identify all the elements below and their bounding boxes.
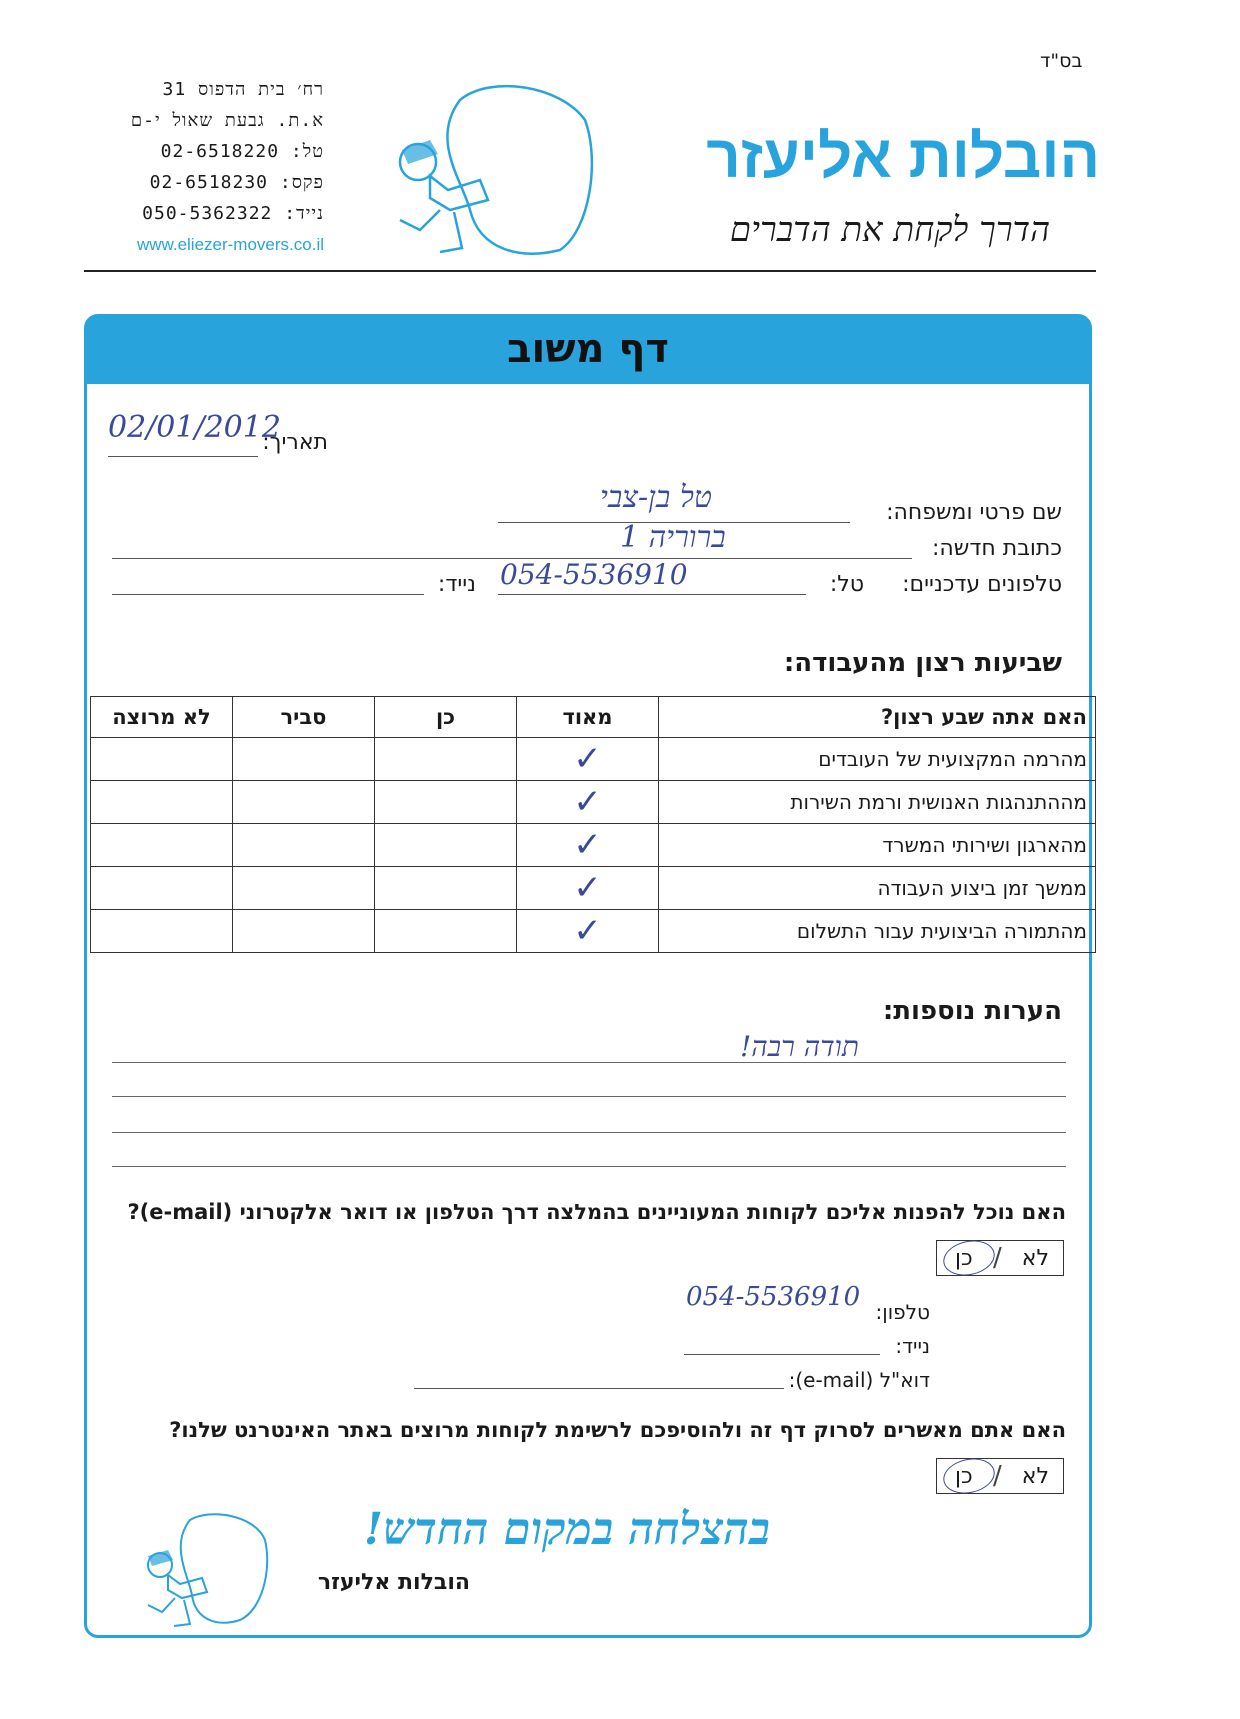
check-cell-unsatisfied[interactable] (91, 824, 233, 867)
table-row (91, 867, 1096, 910)
question-header: האם אתה שבע רצון? (659, 697, 1096, 738)
check-cell-unsatisfied[interactable] (91, 867, 233, 910)
check-cell-very[interactable]: ✓ (517, 910, 659, 953)
no-option[interactable]: לא (1021, 1246, 1049, 1271)
contact-question: האם נוכל להפנות אליכם לקוחות המעוניינים בהמלצה דרך הטלפון או דואר אלקטרוני (e-mail)? (127, 1200, 1066, 1224)
check-cell-unsatisfied[interactable] (91, 781, 233, 824)
website-link[interactable]: www.eliezer-movers.co.il (136, 235, 324, 254)
check-cell-yes[interactable] (375, 738, 517, 781)
yes-option[interactable]: כן (955, 1246, 973, 1271)
tel-label: טל: (829, 572, 864, 597)
yes-option[interactable]: כן (955, 1464, 973, 1489)
check-cell-very[interactable]: ✓ (517, 867, 659, 910)
contact-yes-no-box[interactable] (936, 1240, 1064, 1276)
table-row (91, 824, 1096, 867)
mobile-field[interactable] (112, 594, 424, 595)
selection-circle-icon (940, 1454, 998, 1498)
date-label: תאריך: (262, 430, 328, 455)
contact-mobile-field[interactable] (684, 1354, 880, 1355)
divider-slash: / (993, 1461, 1002, 1491)
notes-line[interactable] (112, 1132, 1066, 1133)
contact-mobile-label: נייד: (895, 1334, 930, 1358)
row-label: מהארגון ושירותי המשרד (659, 824, 1096, 867)
row-label: מהרמה המקצועית של העובדים (659, 738, 1096, 781)
column-header-very: מאוד (517, 697, 659, 738)
column-header-unsatisfied: לא מרוצה (91, 697, 233, 738)
row-label: מההתנהגות האנושית ורמת השירות (659, 781, 1096, 824)
mobile-value: 054-5536910 (500, 558, 688, 591)
column-header-yes: כן (375, 697, 517, 738)
table-header-row (91, 697, 1096, 738)
name-value: טל בן-צבי (600, 480, 712, 515)
check-cell-very[interactable]: ✓ (517, 738, 659, 781)
scan-question: האם אתם מאשרים לסרוק דף זה ולהוסיפכם לרשימת לקוחות מרוצים באתר האינטרנט שלנו? (169, 1418, 1066, 1442)
company-address (84, 74, 324, 260)
header-divider (84, 270, 1096, 272)
check-cell-very[interactable]: ✓ (517, 824, 659, 867)
mobile-label: נייד: (437, 572, 476, 597)
footer-company-name: הובלות אליעזר (317, 1570, 470, 1595)
column-header-reasonable: סביר (233, 697, 375, 738)
check-cell-yes[interactable] (375, 867, 517, 910)
notes-text: תודה רבה! (740, 1030, 859, 1063)
phone-line: טל: 02-6518220 (160, 141, 324, 162)
check-cell-unsatisfied[interactable] (91, 738, 233, 781)
check-cell-yes[interactable] (375, 781, 517, 824)
check-cell-reasonable[interactable] (233, 910, 375, 953)
mobile-line: נייד: 050-5362322 (142, 203, 324, 224)
notes-line[interactable] (112, 1166, 1066, 1167)
table-row (91, 910, 1096, 953)
row-label: ממשך זמן ביצוע העבודה (659, 867, 1096, 910)
fax-line: פקס: 02-6518230 (149, 172, 324, 193)
contact-email-field[interactable] (414, 1388, 784, 1389)
check-cell-yes[interactable] (375, 824, 517, 867)
besd-mark: בס"ד (1040, 50, 1083, 72)
company-slogan: הדרך לקחת את הדברים (729, 210, 1050, 250)
scan-yes-no-box[interactable] (936, 1458, 1064, 1494)
check-cell-reasonable[interactable] (233, 738, 375, 781)
notes-line[interactable] (112, 1062, 1066, 1063)
satisfaction-title: שביעות רצון מהעבודה: (783, 648, 1062, 678)
selection-circle-icon (940, 1236, 998, 1280)
date-value: 02/01/2012 (108, 410, 281, 445)
no-option[interactable]: לא (1021, 1464, 1049, 1489)
satisfaction-table (90, 696, 1096, 953)
divider-slash: / (993, 1243, 1002, 1273)
table-row (91, 781, 1096, 824)
address-line: א.ת. גבעת שאול י-ם (130, 110, 324, 131)
form-title: דף משוב (507, 326, 669, 372)
check-cell-reasonable[interactable] (233, 781, 375, 824)
row-label: מהתמורה הביצועית עבור התשלום (659, 910, 1096, 953)
check-cell-unsatisfied[interactable] (91, 910, 233, 953)
contact-phone-label: טלפון: (875, 1300, 930, 1324)
mover-mascot-icon (140, 1510, 270, 1630)
tel-field[interactable] (498, 594, 806, 595)
contact-email-label: דוא"ל (e-mail): (788, 1368, 930, 1392)
address-value: ברוריה 1 (620, 520, 726, 555)
address-line: רח׳ בית הדפוס 31 (162, 79, 324, 100)
check-cell-reasonable[interactable] (233, 867, 375, 910)
address-label: כתובת חדשה: (931, 536, 1062, 561)
company-logo-title: הובלות אליעזר (706, 123, 1100, 190)
date-field[interactable] (108, 456, 258, 457)
check-cell-very[interactable]: ✓ (517, 781, 659, 824)
footer-slogan: בהצלחה במקום החדש! (363, 1504, 770, 1555)
notes-line[interactable] (112, 1096, 1066, 1097)
phones-label: טלפונים עדכניים: (902, 572, 1062, 597)
mover-mascot-icon (390, 80, 600, 260)
check-cell-reasonable[interactable] (233, 824, 375, 867)
contact-phone-value: 054-5536910 (686, 1282, 861, 1312)
table-row (91, 738, 1096, 781)
notes-title: הערות נוספות: (882, 996, 1062, 1026)
name-label: שם פרטי ומשפחה: (886, 500, 1062, 525)
check-cell-yes[interactable] (375, 910, 517, 953)
